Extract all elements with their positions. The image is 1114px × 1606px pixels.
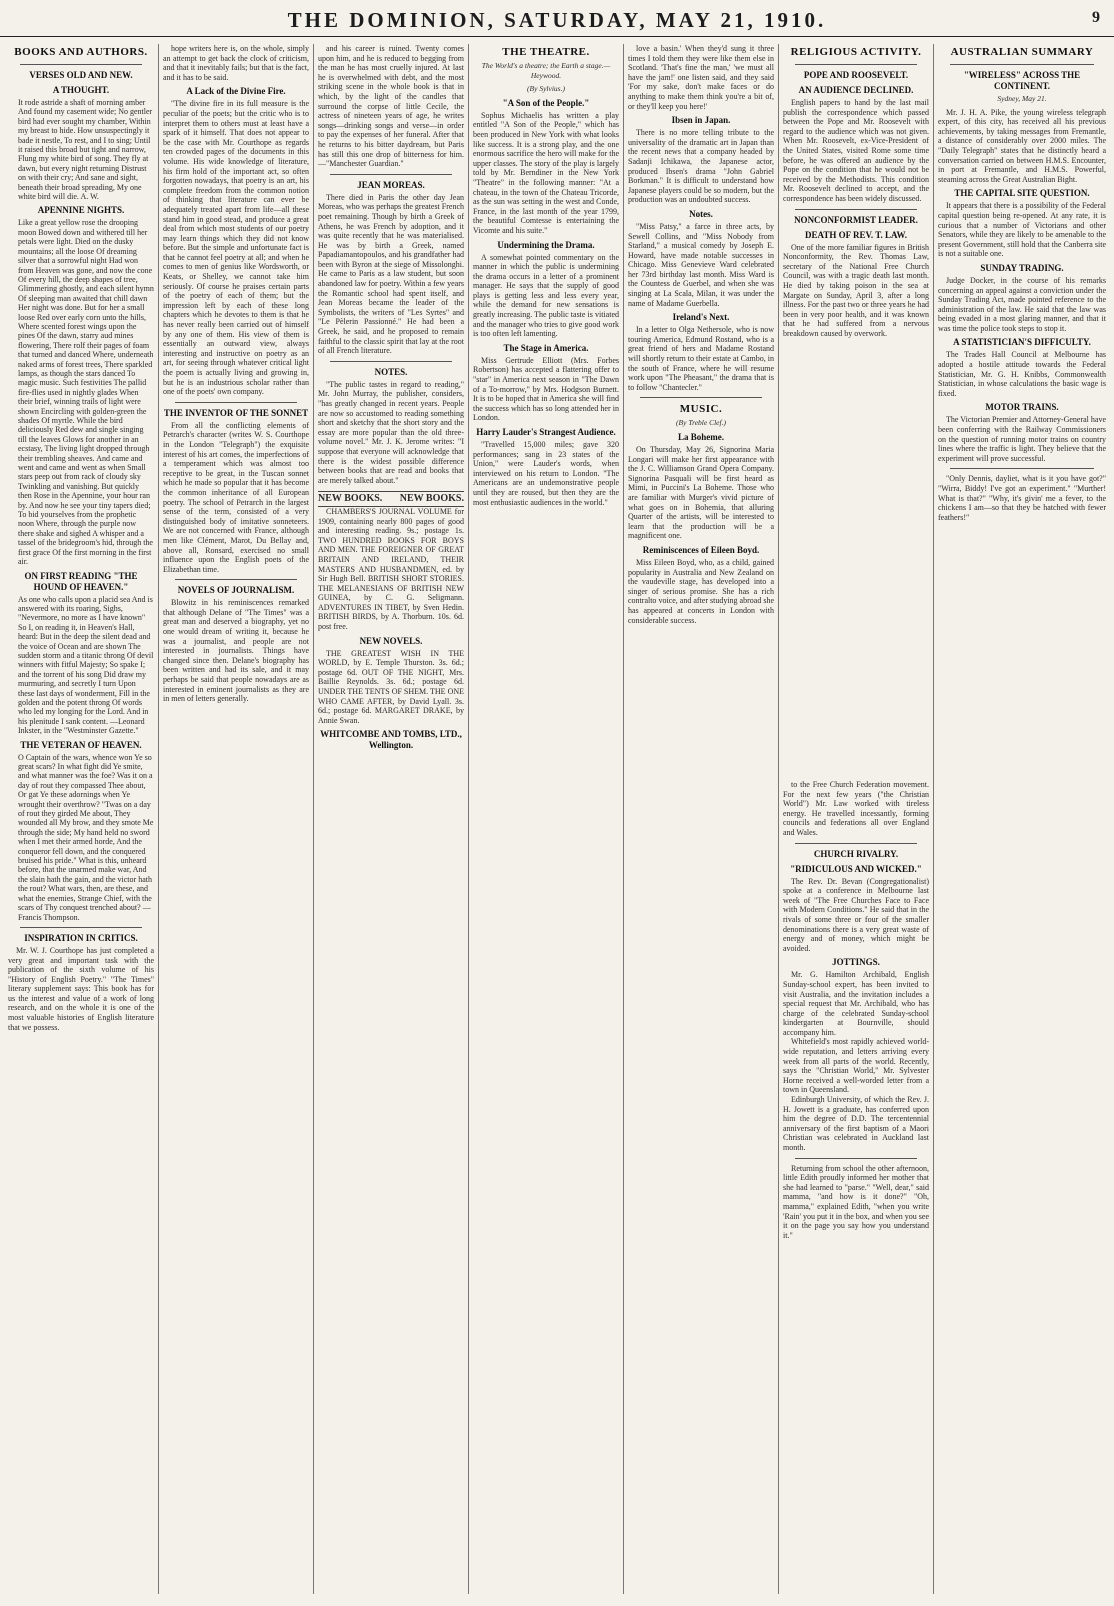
article-text: The Rev. Dr. Bevan (Congregationalist) spoke at a conference in Melbourne last week of "The Free Churches Face to Face with Modern Conditions." He said that in the rivals of some three or four of the smaller denominations there is a very great waste of energy and of money, which might be avoided. bbox=[783, 876, 929, 953]
sub-heading: NOVELS OF JOURNALISM. bbox=[177, 585, 295, 596]
article-text: "Miss Patsy," a farce in three acts, by Sewell Collins, and "Miss Nobody from Starland," a musical comedy by Joseph E. Howard, have made notable successes in Chicago. Miss Genevieve Ward celebrated her 73rd birthday last month. Miss Ward is the Countess de Guerbel, and when she was singing at La Scala, Milan, it was under the name of Madame Guerbella. bbox=[628, 221, 774, 308]
masthead-title: THE DOMINION, SATURDAY, MAY 21, 1910. bbox=[287, 8, 827, 32]
column-rule bbox=[623, 44, 624, 1594]
sub-heading: DEATH OF REV. T. LAW. bbox=[805, 229, 907, 240]
column-theatre-music bbox=[628, 44, 774, 1594]
sub-heading: POPE AND ROOSEVELT. bbox=[803, 70, 909, 80]
article-text: Miss Gertrude Elliott (Mrs. Forbes Robertson) has accepted a flattering offer to "star" in America next season in "The Dawn of a To-morrow," by Mrs. Hodgson Burnett. It is to be hoped that in America she will find the success which has so long attended her in London. bbox=[473, 355, 619, 423]
sub-heading: Notes. bbox=[689, 208, 713, 219]
article-text: It appears that there is a possibility of the Federal capital question being re-opened. At any rate, it is curious that a number of Victorians and other Senators, while they are likely to be amenable to the present Government, still hold that the Canberra site is not a suitable one. bbox=[938, 201, 1106, 259]
article-text: From all the conflicting elements of Petrarch's character (writes W. S. Courthope in the London "Telegraph") the exquisite interest of his art comes, the imperfections of a temperament which was almost too receptive to be great, in the Tuscan sonnet which he made so popular that it has become the common inheritance of all European poetry. The school of Petrarch in the largest sense of the term, consisted of a very distinguished body of imitative sonneteers. We are not concerned with France, although men like Clément, Marot, Du Bellay and, above all, Ronsard, exercised no small influence upon the English poets of the Elizabethan time. bbox=[163, 420, 309, 574]
poem-text: O Captain of the wars, whence won Ye so great scars? In what fight did Ye smite, and what manner was the foe? Was it on a day of rout they compassed Thee about, Or gat Ye these adornings when Ye wrought their overthrow? "Twas on a day of rout they girded Me about, They wounded all My brow, and they smote Me through the side; My hand held no sword when I met their armed horde, And the conqueror fell down, and the conquered bruised his pride." What is this, unheard before, that the unarmed make war, And the slain hath the gain, and the victor hath the rout? What wars, then, are these, and what the enemies, Strange Chief, with the scars of Thy conquest trenched about? —Francis Thompson. bbox=[18, 752, 154, 922]
divider bbox=[330, 361, 452, 362]
article-text: On Thursday, May 26, Signorina Maria Longari will make her first appearance with the J. C. Williamson Grand Opera Company. Signorina Pasquali will be first heard as Mimi, in Puccini's La Boheme. Those who are familiar with Murger's vivid picture of what goes on in Bohemia, that alluring Quarter of the artists, will be interested to learn that the production will be a magnificent one. bbox=[628, 445, 774, 541]
article-text: "The public tastes in regard to reading," Mr. John Murray, the publisher, considers, "has greatly changed in recent years. People are now so accustomed to reading something short and sketchy that the short story and the essay are more popular than the old three-volume novel." Mr. J. K. Jerome writes: "I suppose that everyone will acknowledge that there is the widest possible difference between books that are read and books that are merely talked about." bbox=[318, 379, 464, 485]
new-books-label: NEW BOOKS. bbox=[399, 493, 464, 505]
sub-heading: VERSES OLD AND NEW. bbox=[29, 70, 133, 80]
new-books-label: NEW BOOKS. bbox=[318, 493, 383, 505]
section-heading: AUSTRALIAN SUMMARY bbox=[950, 46, 1094, 58]
divider bbox=[175, 402, 297, 403]
article-text: "Only Dennis, dayliet, what is it you have got?" "Wirra, Biddy! I've got an experiment." "Murther! What is that?" "Why, it's givin' me a fever, to the chickens I am—so that they be hatched with fewer feathers!" bbox=[938, 474, 1106, 522]
books-advertisement: CHAMBERS'S JOURNAL VOLUME for 1909, containing nearly 800 pages of good and interesting reading. 9s.; postage 1s. TWO HUNDRED BOOKS FOR BOYS AND MEN. THE FOREIGNER OF GREAT BRITAIN AND IRELAND, THEIR MASTERS AND HUSBANDMEN, ed. by Sir Hugh Bell. BRITISH SHORT STORIES. THE MELANESIANS OF BRITISH NEW GUINEA, by C. G. Seligmann. ADVENTURES IN TIBET, by Sven Hedin. BRITISH BIRDS, by A. Thorburn. 10s. 6d. post free. bbox=[318, 506, 464, 632]
column-books-and-authors bbox=[8, 44, 154, 1594]
divider bbox=[795, 1158, 917, 1159]
article-text: In a letter to Olga Nethersole, who is now touring America, Edmund Rostand, who is a great friend of hers and Madame Rostand will shortly return to their estate at Cambo, in the south of France, where he will resume work upon "The Pheasant," the drama that is to follow "Chantecler." bbox=[628, 325, 774, 392]
sub-heading: Ireland's Next. bbox=[672, 312, 730, 323]
sub-heading: JOTTINGS. bbox=[832, 957, 880, 968]
article-text: Edinburgh University, of which the Rev. J. H. Jowett is a graduate, has conferred upon him the degree of D.D. The tercentennial anniversary of the first baptism of a Maori Christian was celebrated in Auckland last month. bbox=[783, 1095, 929, 1152]
article-text: Whitefield's most rapidly achieved world-wide reputation, and letters arriving every week from all parts of the world. Recently, says the "Christian World," Mr. Sylvester Horne received a well-worded letter from a town in Queensland. bbox=[783, 1037, 929, 1095]
article-text: A somewhat pointed commentary on the manner in which the public is undermining the drama occurs in a letter of a prominent manager. He says that the supply of good plays is getting less and less every year, while the demand for new sensations is greatly increasing. The public taste is vitiated and the manager who tries to give good work is too often left lamenting. bbox=[473, 252, 619, 339]
column-jean-moreas bbox=[318, 44, 464, 1594]
divider bbox=[795, 64, 917, 65]
section-heading: THE THEATRE. bbox=[502, 46, 590, 58]
publisher-name: WHITCOMBE AND TOMBS, LTD., Wellington. bbox=[320, 729, 462, 751]
article-text: Returning from school the other afternoon, little Edith proudly informed her mother that she had learned to "parse." "Well, dear," said mamma, "and how is it done?" "Oh, mamma," explained Edith, "when you write 'Rain' you put it in the box, and when you see it on the page you say how you understand it." bbox=[783, 1163, 929, 1240]
article-text: Judge Docker, in the course of his remarks concerning an appeal against a conviction under the Sunday Trading Act, made pointed reference to the administration of the law. He said that the law was being evaded in a most glaring manner, and that it was time the police took steps to stop it. bbox=[938, 275, 1106, 333]
sub-heading: Reminiscences of Eileen Boyd. bbox=[642, 544, 760, 555]
article-text: The Victorian Premier and Attorney-General have been conferring with the Railway Commissioners on the question of running motor trains on country lines where the traffic is light. They believe that the experiment will prove successful. bbox=[938, 415, 1106, 463]
sub-heading: INSPIRATION IN CRITICS. bbox=[24, 932, 138, 943]
sub-heading: A STATISTICIAN'S DIFFICULTY. bbox=[953, 337, 1091, 348]
article-text: There is no more telling tribute to the universality of the dramatic art in Japan than the recent news that a company headed by Sadanji Ichikawa, the Japanese actor, produced Ibsen's drama "John Gabriel Borkman." It is difficult to understand how Japanese players could be so modern, but the production was an undoubted success. bbox=[628, 128, 774, 205]
article-text: There died in Paris the other day Jean Moreas, who was perhaps the greatest French poet remaining. Though by birth a Greek of Athens, he was French by adoption, and it was quite recently that he was materialised. He was by birth a Greek, named Papadiamantopoulos, and his grandfather had been with Byron at the siege of Missolonghi. He came to Paris as a law student, but soon abandoned law for poetry. Within a few years the Romantic school had spent itself, and Jean Moreas became the leader of the Symbolists, the writers of "Les Syrtes" and "Le Pèlerin Passionné." He had been a Greek, he said, and he proposed to remain faithful to the classic spirit that lay at the root of all French literature. bbox=[318, 192, 464, 356]
column-rule bbox=[933, 44, 934, 1594]
poem-title: ON FIRST READING "THE HOUND OF HEAVEN." bbox=[24, 570, 138, 592]
column-rule bbox=[468, 44, 469, 1594]
article-text: "The divine fire in its full measure is the peculiar of the poets; but the critic who is to interpret them to others must at least have a spark of it himself. That does not appear to be the case with Mr. Courthope as regards ten crowded pages of the documents in this volume. His wide knowledge of literature, his firm hold of the important act, so often forgotten nowadays, that poetry is an art, his complete freedom from the common notion of thinking that literature can ever be adequately treated apart from life—all these stand him in good stead, and produce a great deal from which most students of our poetry may learn things which they did not know before. But the simple and unfortunate fact is that he cannot feel poetry at all; and when he comes to men of genius like Wordsworth, or Keats, or Shelley, we cannot take him seriously. Of course he praises certain parts of the poetry of each of them; but the impression left by each of these long chapters which he devotes to them is that he has never really been carried out of himself by any one of them. His view of them is essentially an outward view, always interesting and instructive on poetry as an art, for seeing through whatever critical light the poem is actually living and growing in, but he is an industrious scholar rather than one of the poets' own company. bbox=[163, 99, 309, 397]
sub-heading: "A Son of the People." bbox=[502, 97, 590, 108]
article-text: and his career is ruined. Twenty comes upon him, and he is reduced to begging from the man he has most cruelly injured. At last he is overwhelmed with debt, and the most striking scene in the whole book is that in which, by the light of the candles that surround the corpse of little Cecile, the actress of nineteen years of age, he writes songs—drinking songs and verse—in order to pay the expenses of her funeral. After that he returns to his bitter daydream, but Paris has still this one drop of bitterness for him.—"Manchester Guardian." bbox=[318, 44, 464, 169]
sub-heading: THE CAPITAL SITE QUESTION. bbox=[954, 188, 1090, 199]
article-text: Miss Eileen Boyd, who, as a child, gained popularity in Australia and New Zealand on the vaudeville stage, has developed into a singer of serious promise. She has a rich contralto voice, and after studying abroad she has appeared at concerts in London with considerable success. bbox=[628, 557, 774, 625]
sub-heading: NONCONFORMIST LEADER. bbox=[794, 214, 918, 225]
divider bbox=[175, 579, 297, 580]
article-text: hope writers here is, on the whole, simply an attempt to get back the clock of criticism, and that it inevitably fails; but that is the fact, and it has to be said. bbox=[163, 44, 309, 82]
divider bbox=[950, 468, 1094, 469]
divider bbox=[795, 843, 917, 844]
divider bbox=[330, 174, 452, 175]
section-heading: MUSIC. bbox=[679, 403, 723, 416]
column-rule bbox=[778, 44, 779, 1594]
sub-heading: JEAN MOREAS. bbox=[357, 179, 425, 190]
article-text: to the Free Church Federation movement. For the next few years ("the Christian World") Mr. Law worked with tireless energy. He travelled incessantly, forming councils and federations all over England and Wales. bbox=[783, 780, 929, 837]
article-text: Sophus Michaelis has written a play entitled "A Son of the People," which has been produced in New York with what looks like success. It is a strong play, and the one enormous sacrifice the hero will make for the upper classes. The story of the play is largely told by Mr. Berndiner in the New York "Theatre" in the following manner: "At a chateau, in the town of the Chateau Tricorde, as the sun was setting in the west and Conde, France, in the last month of the year 1799, the beautiful Comtesse is entertaining the Vicomte and his suite." bbox=[473, 110, 619, 235]
poem-text: As one who calls upon a placid sea And is answered with its roaring, Sighs, "Nevermore, no more as I have known" So I, on reading it, in Heaven's Hall, heard: But in the deep the silent dead and the voice of Ocean and are shown The sudden storm and a titanic throng Of devil winners with fitful Majesty; So spake I; and the torrent of his song Did draw my murmuring, and secretly I turn Upon these last days of wonderment, Fill in the golden and the potent throng Of words who led my longing for the Lord. And in his plenitude I sank content. —Leonard Inkster, in the "Westminster Gazette." bbox=[18, 594, 154, 736]
article-text: English papers to hand by the last mail publish the correspondence which passed between the Pope and Mr. Roosevelt with regard to the audience which was not given. When Mr. Roosevelt, ex-Vice-President of the United States, visited Rome some time before, he was offered an audience by the Pope on the condition that he would not be received by the Methodists. This condition Mr. Roosevelt declined to accept, and the correspondence has been widely discussed. bbox=[783, 98, 929, 203]
poem-title: APENNINE NIGHTS. bbox=[37, 205, 125, 216]
divider bbox=[20, 64, 142, 65]
page-number: 9 bbox=[1092, 9, 1100, 26]
sub-heading: NOTES. bbox=[374, 366, 408, 377]
sub-heading: A Lack of the Divine Fire. bbox=[186, 86, 286, 97]
sub-heading: SUNDAY TRADING. bbox=[980, 262, 1064, 273]
sub-heading: THE INVENTOR OF THE SONNET bbox=[163, 407, 309, 418]
article-text: Mr. W. J. Courthope has just completed a very great and important task with the publication of the sixth volume of his "History of English Poetry." "The Times" literary supplement says: This book has for us the interest and value of a work of long research, and on the whole it is one of the most valuable histories of English literature that we possess. bbox=[8, 945, 154, 1032]
article-text: Mr. J. H. A. Pike, the young wireless telegraph expert, of this city, has received all his previous achievements, by taking messages from Fremantle, a distance of considerably over 2000 miles. The "Daily Telegraph" states that he distinctly heard a conversation carried on between H.M.S. Encounter, in port at Fremantle, and H.M.S. Powerful, steaming across the Great Australian Bight. bbox=[938, 107, 1106, 184]
sub-heading: Ibsen in Japan. bbox=[671, 115, 731, 126]
poem-title: A THOUGHT. bbox=[52, 85, 110, 95]
poem-text: Like a great yellow rose the drooping moon Bowed down and withered till her petals were light. Died on the dusky mountains; all the loose Of dreaming silver that a sorrowful night Had won from Heaven was gone, and now the cone Of every hill, the deep shapes of tree, Glimmering ghostly, and each silent hymn Of sleeping man awaited that chill dawn Her night was done. But for her a small loose Red over early corn unto the hills, Where scented forest wings upon the pines Of the dawn, starry aud mines flowering, There rolf their pages of foam that turned and danced Where, underneath naked arms of forest trees, There sparkled lamps, as though the stars danced To magic music. Such festivities The pallid fire-flies used in nightly glades When their brief, winning trails of light were shown Encircling with golden-green the shades Of myrtle. While the bird deliciously Red dew and single singing till the leaves Glows for another in an ecstasy, The living light dropped through their trembling sheaves. And came and went and came and went as when Small stars peep out from rack of cloudy sky Twinkling and vanishing. But quickly then Rose in the Apennine, your hour ran by. And now he see your tiny tapers died; To bid yourselves from the prophetic noon Where, through the purple now there shake and sighed A whisper and a tassel of the bridegroom's hid, through the first grace Of the first morning in the first air. bbox=[18, 218, 154, 567]
article-text: Mr. G. Hamilton Archibald, English Sunday-school expert, has been invited to visit Australia, and the invitation includes a special request that Mr. Archibald, who has charge of the celebrated Sunday-school kindergarten at Bournville, should accompany him. bbox=[783, 970, 929, 1037]
sub-heading: AN AUDIENCE DECLINED. bbox=[798, 85, 914, 95]
poem-text: It rode astride a shaft of morning amber And found my casement wide; No gentler bird had ever sought my chamber, Within my breast to hide. How unsuspectingly it bade it nestle, To rest, and I to sing; Until it raised this broad but tight and narrow, Flung my white bird of song. They fly at dawn, but every night returning Distrust on with their cry; And sane and sight, beneath their broad spreading, My one white bird will die. A. W. bbox=[18, 98, 153, 202]
sub-heading: "RIDICULOUS AND WICKED." bbox=[790, 863, 922, 874]
sub-heading: "WIRELESS" ACROSS THE CONTINENT. bbox=[963, 70, 1081, 91]
column-rule bbox=[313, 44, 314, 1594]
sub-heading: The Stage in America. bbox=[503, 342, 589, 353]
column-religious-continued bbox=[783, 780, 929, 1594]
masthead bbox=[0, 6, 1114, 37]
column-rule bbox=[158, 44, 159, 1594]
sub-heading: Undermining the Drama. bbox=[497, 239, 595, 250]
novels-advertisement: THE GREATEST WISH IN THE WORLD, by E. Temple Thurston. 3s. 6d.; postage 6d. OUT OF THE NIGHT, Mrs. Baillie Reynolds. 3s. 6d.; postage 6d. UNDER THE TENTS OF SHEM. THE ONE WHO CAME AFTER, by David Lyall. 3s. 6d.; postage 6d. MARGARET DRAKE, by Annie Swan. bbox=[318, 648, 464, 725]
article-text: love a basin.' When they'd sung it three times I told them they were like them else in Scotland. 'That's fine the man,' 'we must all have the jam!' one listen said, and they said 'For my sake, don't make faces or do anything to make them think you're a bit of, or they'll keep you here!' bbox=[628, 44, 774, 111]
sub-heading: CHURCH RIVALRY. bbox=[813, 848, 899, 859]
article-text: One of the more familiar figures in British Nonconformity, the Rev. Thomas Law, secretary of the National Free Church Council, was with a tragic death last month. He died by taking poison in the sea at Margate on Sunday, April 3, after a long illness. For the past two or three years he had been in very poor health, and it was known that he had suffered from a nervous breakdown caused by overwork. bbox=[783, 242, 929, 338]
column-theatre bbox=[473, 44, 619, 1594]
sub-heading: NEW NOVELS. bbox=[359, 635, 423, 646]
divider bbox=[640, 397, 762, 398]
divider bbox=[795, 209, 917, 210]
section-heading: RELIGIOUS ACTIVITY. bbox=[790, 46, 922, 58]
divider bbox=[950, 64, 1094, 65]
column-australian-summary bbox=[938, 44, 1106, 1594]
dateline: Sydney, May 21. bbox=[997, 94, 1047, 103]
sub-heading: Harry Lauder's Strangest Audience. bbox=[476, 427, 616, 437]
article-text: Blowitz in his reminiscences remarked that although Delane of "The Times" was a great man and deserved a biography, yet no one would dream of writing it, because he was a journalist, and people are not interested in journalists. Things have changed since then. Delane's biography has been written and had its sale, and it may perhaps be said that people nowadays are as interested in eminent journalists as they are in men of letters generally. bbox=[163, 598, 309, 704]
section-heading: BOOKS AND AUTHORS. bbox=[14, 46, 148, 58]
byline: (By Treble Clef.) bbox=[676, 418, 726, 428]
byline: (By Sylvius.) bbox=[527, 84, 565, 94]
column-criticism bbox=[163, 44, 309, 1594]
epigraph: The World's a theatre; the Earth a stage.—Heywood. bbox=[481, 61, 611, 80]
divider bbox=[20, 927, 142, 928]
poem-title: THE VETERAN OF HEAVEN. bbox=[20, 739, 142, 750]
sub-heading: MOTOR TRAINS. bbox=[985, 402, 1059, 413]
sub-heading: La Boheme. bbox=[678, 432, 724, 442]
new-books-banner bbox=[318, 491, 464, 507]
article-text: The Trades Hall Council at Melbourne has adopted a hostile attitude towards the Federal Statistician, Mr. G. H. Knibbs, Commonwealth Statistician, in whose calculations the basic wage is fixed. bbox=[938, 350, 1106, 398]
article-text: "Travelled 15,000 miles; gave 320 performances; sang in 23 states of the Union," were Lauder's words, when interviewed on his return to London. "The Americans are an undemonstrative people until they are roused, but then they are the most enthusiastic audiences in the world." bbox=[473, 440, 619, 507]
